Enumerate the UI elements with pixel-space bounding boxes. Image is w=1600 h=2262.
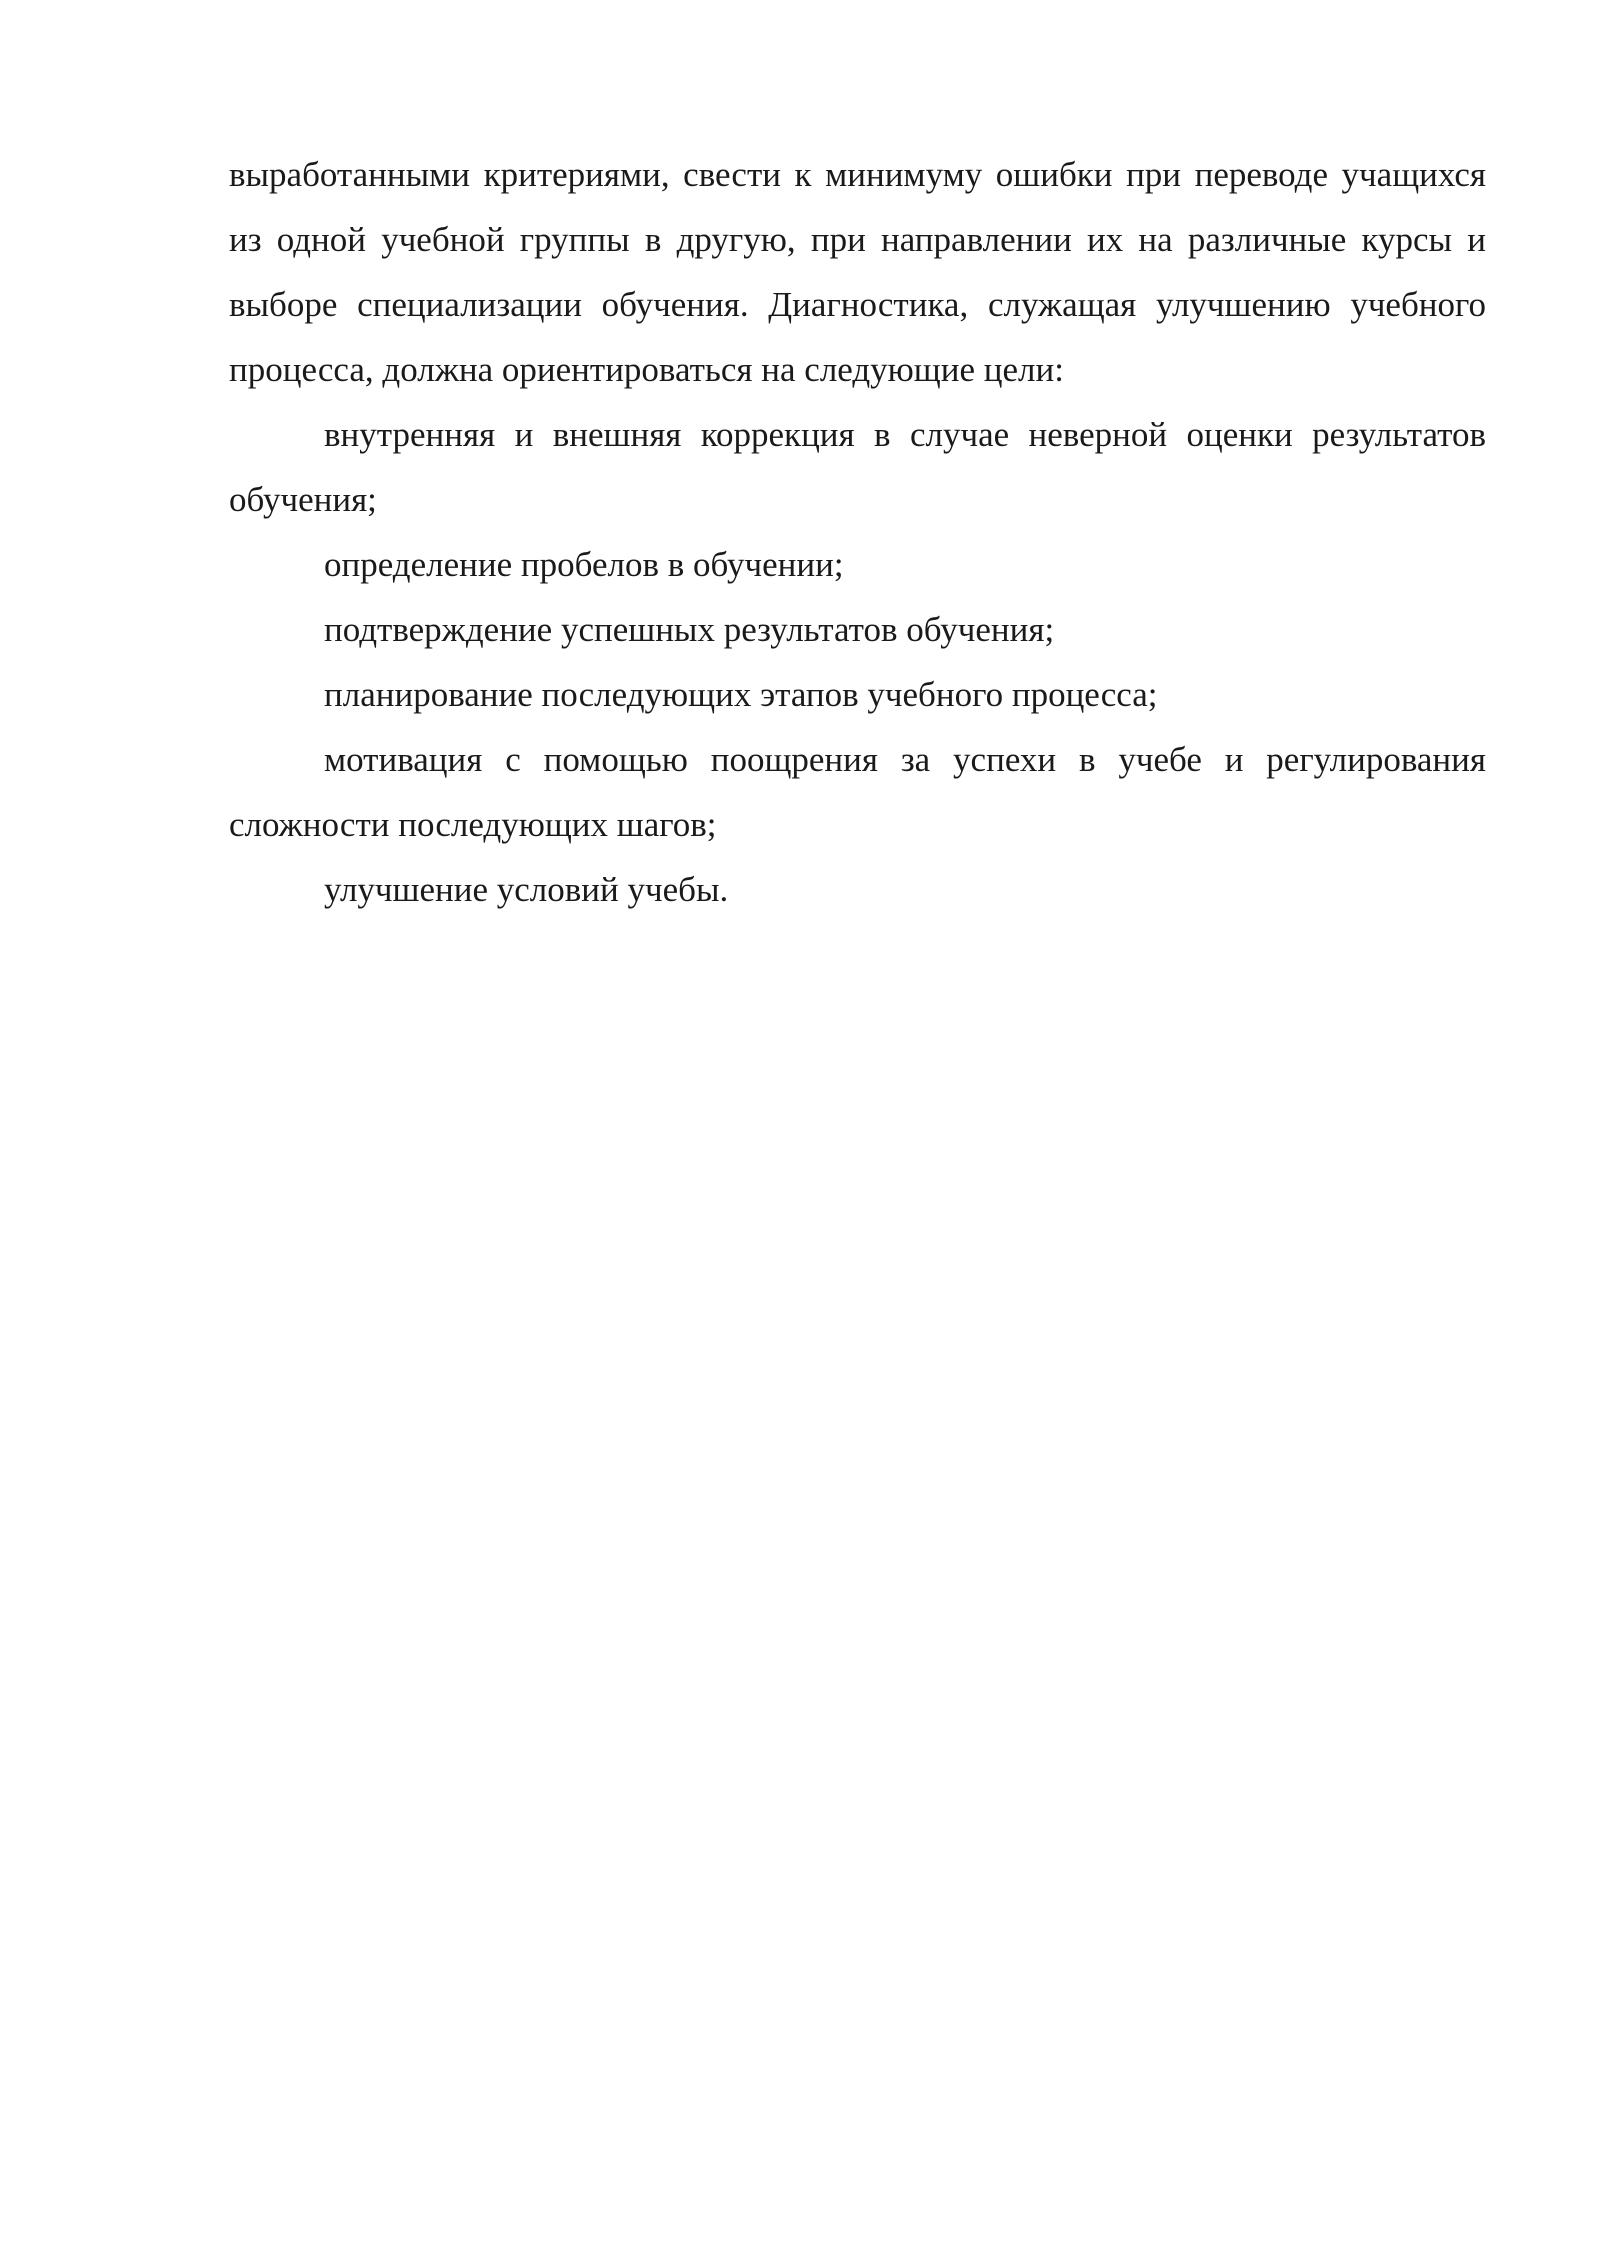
document-body: [229, 142, 1486, 922]
paragraph-diagnostics-intro: выработанными критериями, свести к минимуму ошибки при переводе учащихся из одной учебной группы в другую, при направлении их на различные курсы и выборе специализации обучения. Диагностика, служащая улучшению учебного процесса, должна ориентироваться на следующие цели:: [229, 155, 1486, 389]
list-item-planning: планирование последующих этапов учебного процесса;: [324, 675, 1158, 714]
list-item-gaps: определение пробелов в обучении;: [324, 545, 844, 584]
list-item-conditions: улучшение условий учебы.: [324, 870, 729, 909]
list-item-confirmation: подтверждение успешных результатов обучения;: [324, 610, 1055, 649]
list-item-correction: внутренняя и внешняя коррекция в случае неверной оценки результатов обучения;: [229, 415, 1486, 519]
list-item-motivation: мотивация с помощью поощрения за успехи в учебе и регулирования сложности последующих шагов;: [229, 740, 1486, 844]
